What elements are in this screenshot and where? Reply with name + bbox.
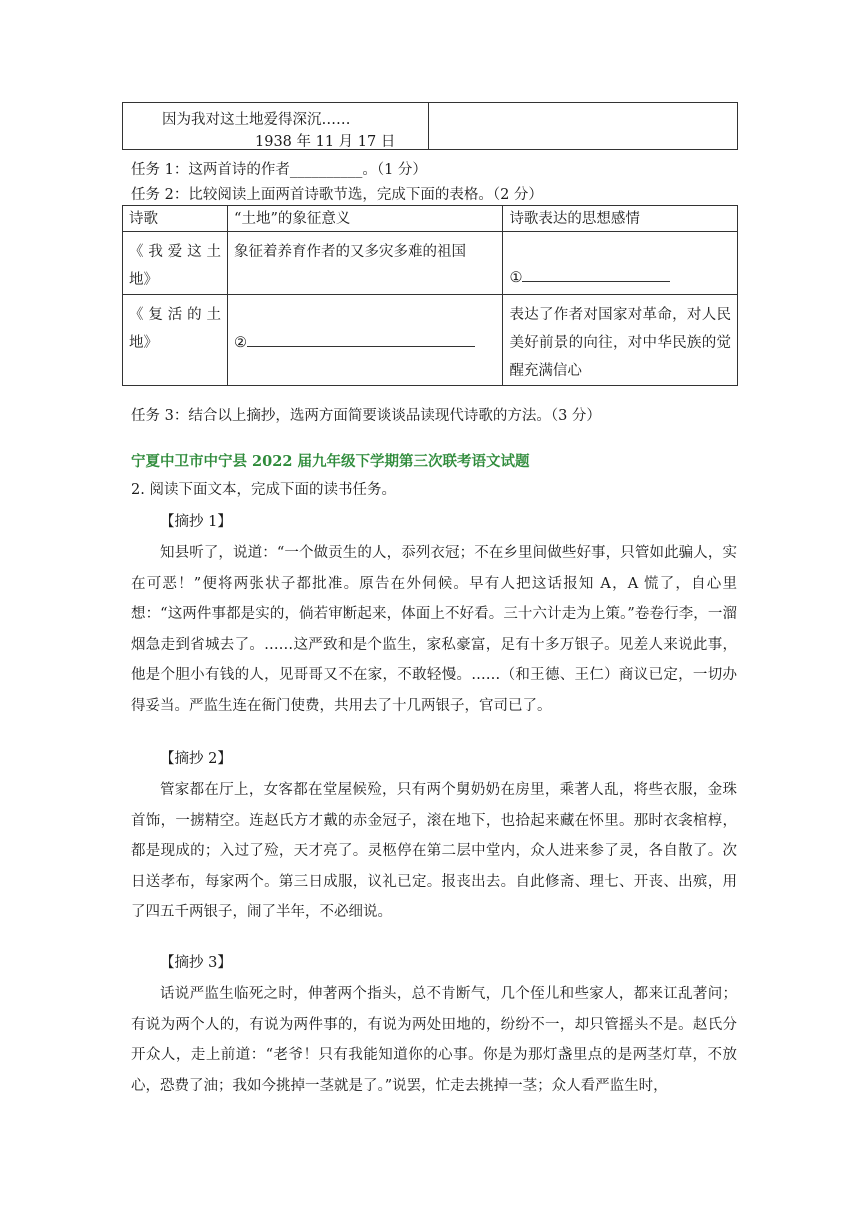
excerpt-2-label: 【摘抄 2】 bbox=[160, 751, 232, 767]
row1-feeling bbox=[503, 232, 738, 295]
row2-feeling: 表达了作者对国家对革命，对人民美好前景的向往，对中华民族的觉醒充满信心 bbox=[503, 295, 738, 386]
row2-poem: 《复活的土地》 bbox=[123, 295, 228, 386]
row1-symbol: 象征着养育作者的又多灾多难的祖国 bbox=[228, 232, 503, 295]
task2: 任务 2：比较阅读上面两首诗歌节选，完成下面的表格。（2 分） bbox=[131, 187, 543, 203]
header-poem: 诗歌 bbox=[123, 206, 228, 232]
row2-symbol-blank bbox=[247, 346, 475, 347]
excerpt-2-text: 管家都在厅上，女客都在堂屋候殓，只有两个舅奶奶在房里，乘著人乱，将些衣服，金珠首饰，一掳精空。连赵氏方才戴的赤金冠子，滚在地下，也拾起来藏在怀里。那时衣衾棺椁，都是现成的；入过了殓，天才亮了。灵柩停在第二层中堂内，众人进来参了灵，各自散了。次日送孝布，每家两个。第三日成服，议礼已定。报丧出去。自此修斋、理七、开丧、出殡，用了四五千两银子，闹了半年，不必细说。 bbox=[131, 782, 737, 920]
row1-feeling-prefix: ① bbox=[509, 270, 523, 286]
header-feeling: 诗歌表达的思想感情 bbox=[503, 206, 738, 232]
task3: 任务 3：结合以上摘抄，选两方面简要谈谈品读现代诗歌的方法。（3 分） bbox=[131, 408, 601, 424]
compare-table bbox=[122, 205, 738, 386]
excerpt-3-text: 话说严监生临死之时，伸著两个指头，总不肯断气，几个侄儿和些家人，都来讧乱著问；有说为两个人的，有说为两件事的，有说为两处田地的，纷纷不一，却只管摇头不是。赵氏分开众人，走上前道：“老爷！只有我能知道你的心事。你是为那灯盏里点的是两茎灯草，不放心，恐费了油；我如今挑掉一茎就是了。”说罢，忙走去挑掉一茎；众人看严监生时， bbox=[131, 986, 737, 1094]
row1-feeling-blank bbox=[522, 281, 670, 282]
poem-line: 因为我对这土地爱得深沉…… bbox=[162, 112, 351, 128]
header-symbol: “土地”的象征意义 bbox=[228, 206, 503, 232]
poem-cell-right bbox=[428, 103, 738, 150]
row2-symbol bbox=[228, 295, 503, 386]
poem-cell-left bbox=[123, 103, 429, 150]
excerpt-3-label: 【摘抄 3】 bbox=[160, 955, 232, 971]
poem-table bbox=[122, 102, 738, 150]
row1-poem: 《我爱这土地》 bbox=[123, 232, 228, 295]
excerpt-1-label: 【摘抄 1】 bbox=[160, 514, 232, 530]
excerpt-1-text: 知县听了，说道：“一个做贡生的人，忝列衣冠；不在乡里间做些好事，只管如此骗人，实在可恶！”便将两张状子都批准。原告在外伺候。早有人把这话报知 A，A 慌了，自心里想：“这两件事都是实的，倘若审断起来，体面上不好看。三十六计走为上策。”卷卷行李，一溜烟急走到省城去了。……这严致和是个监生，家私豪富，足有十多万银子。见差人来说此事，他是个胆小有钱的人，见哥哥又不在家，不敢轻慢。……（和王德、王仁）商议已定，一切办得妥当。严监生连在衙门使费，共用去了十几两银子，官司已了。 bbox=[131, 545, 737, 714]
poem-date: 1938 年 11 月 17 日 bbox=[255, 134, 396, 150]
question-2: 2. 阅读下面文本，完成下面的读书任务。 bbox=[131, 482, 396, 498]
source-heading: 宁夏中卫市中宁县 2022 届九年级下学期第三次联考语文试题 bbox=[131, 453, 530, 470]
row2-symbol-prefix: ② bbox=[234, 335, 248, 351]
task1: 任务 1：这两首诗的作者__________。（1 分） bbox=[131, 162, 427, 178]
